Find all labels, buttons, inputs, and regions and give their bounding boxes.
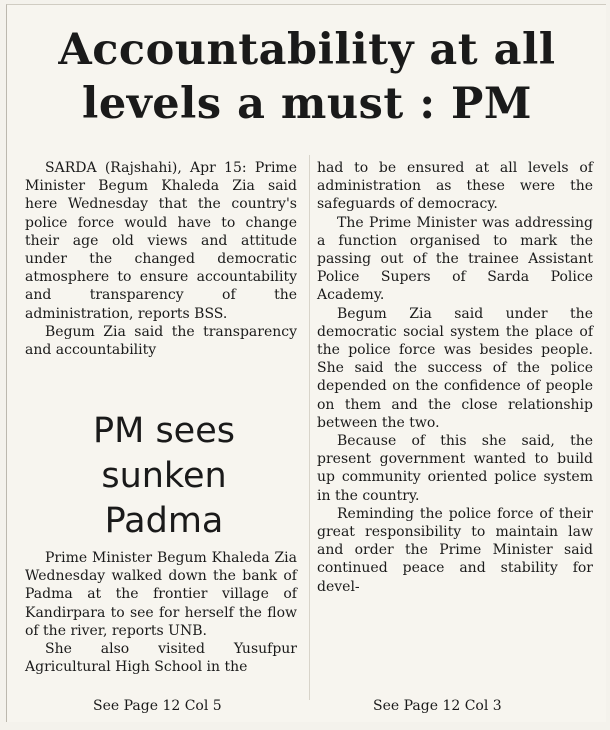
story1-paragraph: had to be ensured at all levels of administration as these were the safeguards of democracy. [317, 160, 593, 213]
story2-jump-line: See Page 12 Col 5 [93, 698, 222, 714]
column-divider [309, 155, 310, 700]
sub-headline-line: Padma [104, 501, 224, 541]
story1-paragraph: Begum Zia said the transparency and accountability [25, 323, 297, 359]
story1-paragraph: SARDA (Rajshahi), Apr 15: Prime Minister Begum Khaleda Zia said here Wednesday that the country's police force would have to change their age old views and attitude under the changed democratic atmosphere to ensure accountability and transparency of the administration, reports BSS. [25, 160, 297, 322]
story1-jump-line: See Page 12 Col 3 [373, 698, 502, 714]
sub-headline-line: sunken [101, 456, 227, 496]
main-headline [7, 23, 607, 131]
story1-column-2 [317, 159, 593, 596]
newspaper-clipping [6, 4, 606, 722]
headline-line-1: Accountability at all [58, 25, 556, 75]
story2-paragraph: She also visited Yusufpur Agricultural High School in the [25, 641, 297, 676]
story1-paragraph: The Prime Minister was addressing a function organised to mark the passing out of the trainee Assistant Police Supers of Sarda Police Academy. [317, 214, 593, 304]
sub-headline-line: PM sees [93, 411, 235, 451]
story2-body [25, 549, 297, 676]
headline-line-2: levels a must : PM [82, 79, 532, 129]
story1-paragraph: Because of this she said, the present government wanted to build up community oriented police system in the country. [317, 433, 593, 504]
sub-headline [21, 409, 307, 544]
story2-paragraph: Prime Minister Begum Khaleda Zia Wednesday walked down the bank of Padma at the frontier village of Kandirpara to see for herself the flow of the river, reports UNB. [25, 550, 297, 639]
story1-column-1 [25, 159, 297, 359]
story1-paragraph: Begum Zia said under the democratic social system the place of the police force was besides people. She said the success of the police depended on the confidence of people on them and the close relationship between the two. [317, 305, 593, 431]
story1-paragraph: Reminding the police force of their great responsibility to maintain law and order the Prime Minister said continued peace and stability for devel- [317, 505, 593, 595]
